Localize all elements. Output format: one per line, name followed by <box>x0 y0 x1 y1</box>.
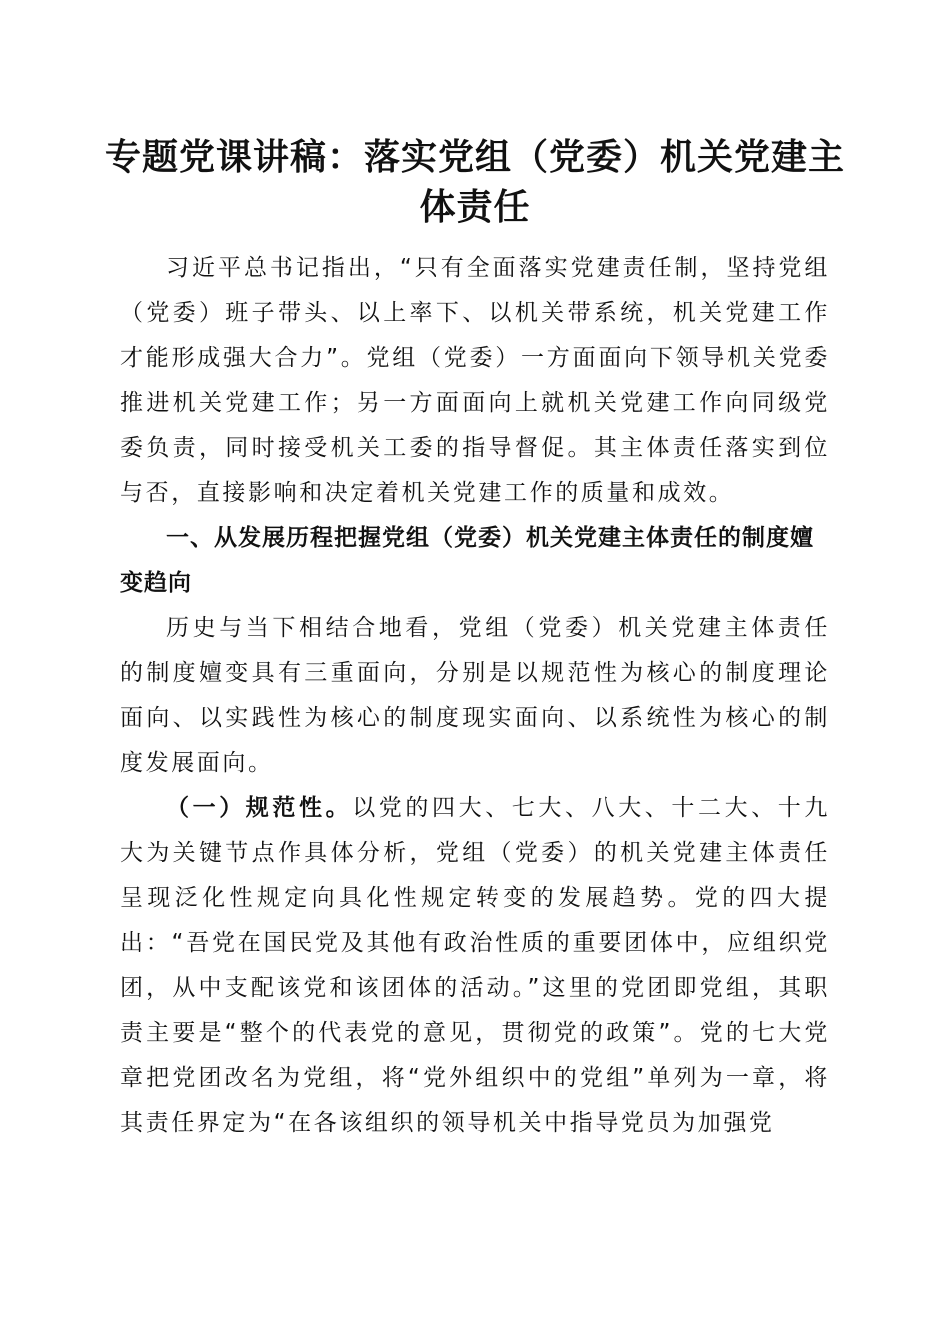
section-1-paragraph: 历史与当下相结合地看，党组（党委）机关党建主体责任的制度嬗变具有三重面向，分别是以规范性为核心的制度理论面向、以实践性为核心的制度现实面向、以系统性为核心的制度发展面向。 <box>120 615 830 776</box>
subsection-1-text: 以党的四大、七大、八大、十二大、十九大为关键节点作具体分析，党组（党委）的机关党建主体责任呈现泛化性规定向具化性规定转变的发展趋势。党的四大提出：“吾党在国民党及其他有政治性质的重要团体中，应组织党团，从中支配该党和该团体的活动。”这里的党团即党组，其职责主要是“整个的代表党的意见，贯彻党的政策”。党的七大党章把党团改名为党组，将“党外组织中的党组”单列为一章，将其责任界定为“在各该组织的领导机关中指导党员为加强党 <box>120 795 830 1136</box>
intro-paragraph: 习近平总书记指出，“只有全面落实党建责任制，坚持党组（党委）班子带头、以上率下、以机关带系统，机关党建工作才能形成强大合力”。党组（党委）一方面面向下领导机关党委推进机关党建工作；另一方面面向上就机关党建工作向同级党委负责，同时接受机关工委的指导督促。其主体责任落实到位与否，直接影响和决定着机关党建工作的质量和成效。 <box>120 255 830 506</box>
subsection-1-lead: （一）规范性。 <box>166 795 353 821</box>
section-heading-1: 一、从发展历程把握党组（党委）机关党建主体责任的制度嬗变趋向 <box>120 525 814 596</box>
document-title: 专题党课讲稿：落实党组（党委）机关党建主体责任 <box>104 136 845 228</box>
subsection-1-paragraph <box>120 786 830 1146</box>
document-body <box>120 246 830 1146</box>
